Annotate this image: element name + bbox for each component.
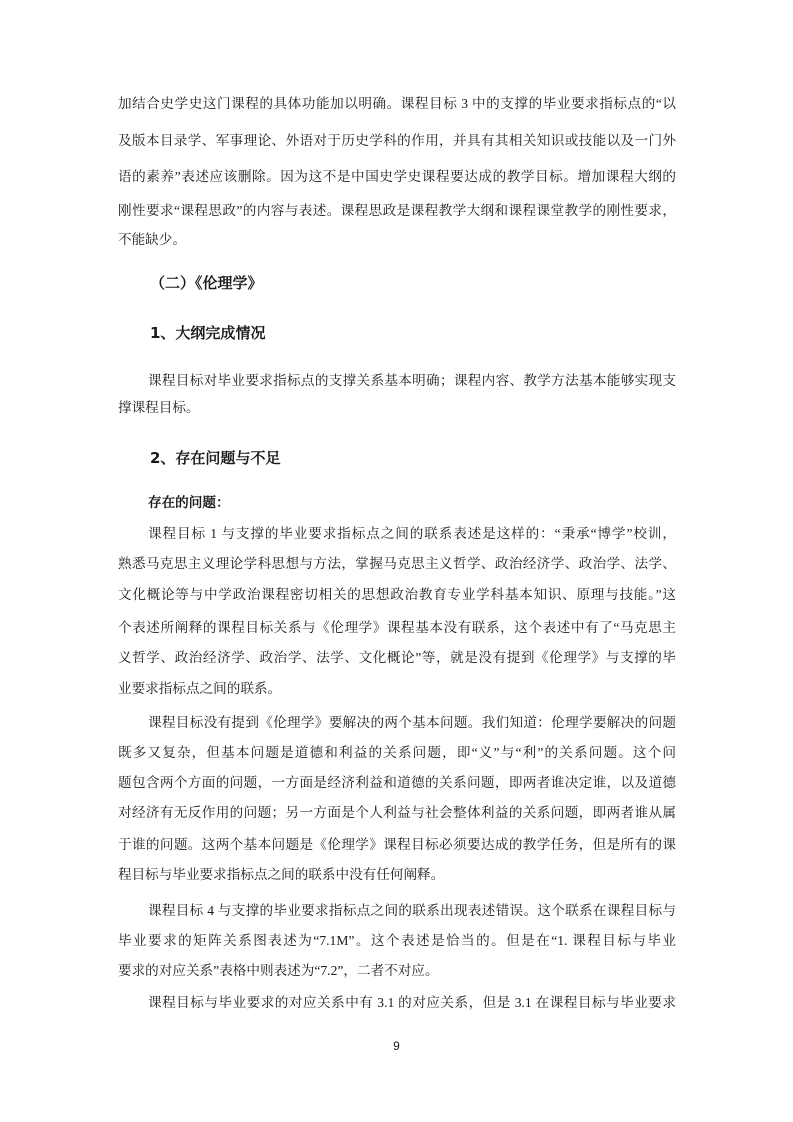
text-line: 不能缺少。	[118, 232, 186, 247]
text-line: 撑课程目标。	[118, 400, 200, 415]
text-line: 既多又复杂，但基本问题是道德和利益的关系问题，即“义”与“利”的关系问题。这个问	[118, 745, 676, 760]
text-line: 课程目标 1 与支撑的毕业要求指标点之间的联系表述是这样的：“秉承“博学”校训，	[148, 526, 676, 541]
text-line: 课程目标与毕业要求的对应关系中有 3.1 的对应关系，但是 3.1 在课程目标与毕业要求	[148, 995, 676, 1010]
text-line: 及版本目录学、军事理论、外语对于历史学科的作用，并具有其相关知识或技能以及一门外	[118, 133, 676, 148]
text-line: 毕业要求的矩阵关系图表述为“7.1M”。这个表述是恰当的。但是在“1. 课程目标与毕业	[118, 933, 676, 948]
text-line: 程目标与毕业要求指标点之间的联系中没有任何阐释。	[118, 867, 445, 882]
subheading-problems: 2、存在问题与不足	[150, 449, 281, 467]
text-line: 课程目标对毕业要求指标点的支撑关系基本明确；课程内容、教学方法基本能够实现支	[148, 373, 676, 388]
page-number: 9	[393, 1039, 400, 1053]
text-line: 对经济有无反作用的问题；另一方面是个人利益与社会整体利益的关系问题，即两者谁从属	[118, 805, 676, 820]
subheading-outline-completion: 1、大纲完成情况	[150, 324, 266, 342]
section-heading: （二）《伦理学》	[150, 274, 263, 292]
text-line: 个表述所阐释的课程目标关系与《伦理学》课程基本没有联系，这个表述中有了“马克思主	[118, 620, 676, 635]
text-line: 语的素养”表述应该删除。因为这不是中国史学史课程要达成的教学目标。增加课程大纲的	[118, 169, 676, 184]
problems-label: 存在的问题：	[148, 495, 230, 511]
text-line: 题包含两个方面的问题，一方面是经济利益和道德的关系问题，即两者谁决定谁，以及道德	[118, 775, 676, 790]
text-line: 刚性要求“课程思政”的内容与表述。课程思政是课程教学大纲和课程课堂教学的刚性要求，	[118, 203, 676, 218]
text-line: 义哲学、政治经济学、政治学、法学、文化概论”等，就是没有提到《伦理学》与支撑的毕	[118, 650, 676, 665]
text-line: 要求的对应关系”表格中则表述为“7.2”，二者不对应。	[118, 963, 439, 978]
text-line: 课程目标 4 与支撑的毕业要求指标点之间的联系出现表述错误。这个联系在课程目标与	[148, 903, 676, 918]
text-line: 熟悉马克思主义理论学科思想与方法，掌握马克思主义哲学、政治经济学、政治学、法学、	[118, 556, 676, 571]
text-line: 加结合史学史这门课程的具体功能加以明确。课程目标 3 中的支撑的毕业要求指标点的“以	[118, 96, 676, 111]
text-line: 文化概论等与中学政治课程密切相关的思想政治教育专业学科基本知识、原理与技能。”这	[118, 587, 676, 602]
text-line: 课程目标没有提到《伦理学》要解决的两个基本问题。我们知道：伦理学要解决的问题	[148, 715, 676, 730]
text-line: 于谁的问题。这两个基本问题是《伦理学》课程目标必须要达成的教学任务，但是所有的课	[118, 837, 676, 852]
text-line: 业要求指标点之间的联系。	[118, 681, 282, 696]
